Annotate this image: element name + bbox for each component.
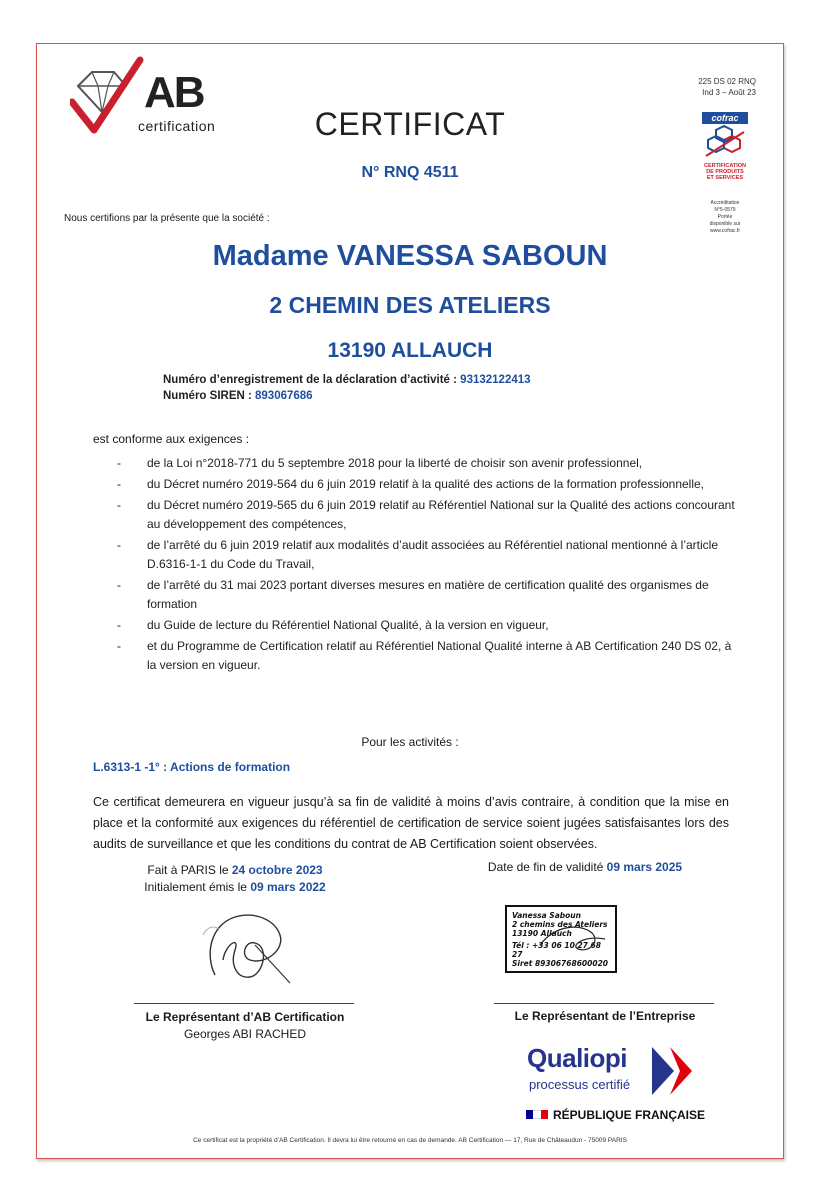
stamp-city: 13190 Allauch — [512, 929, 572, 938]
declaration-value: 93132122413 — [460, 374, 531, 386]
issued-block — [120, 862, 350, 896]
list-item — [117, 576, 737, 614]
cofrac-line-3: ET SERVICES — [706, 175, 744, 181]
cofrac-note-line: N°5-0579 — [714, 207, 736, 213]
dash: - — [117, 498, 121, 512]
requirements-list — [117, 454, 737, 677]
declaration-number — [163, 372, 531, 388]
document-reference — [698, 76, 756, 98]
cofrac-note-line: www.cofrac.fr — [709, 228, 740, 234]
logo-letters: AB — [144, 68, 204, 117]
reference-code: 225 DS 02 RNQ — [698, 77, 756, 86]
certificate-number: N° RNQ 4511 — [361, 164, 459, 181]
issued-date-line — [120, 862, 350, 879]
cofrac-note-line: Portée — [717, 214, 733, 220]
siren-number — [163, 388, 531, 404]
signature-line-right — [494, 1003, 714, 1004]
list-item — [117, 475, 737, 494]
dash: - — [117, 578, 121, 592]
dash: - — [117, 639, 121, 653]
requirement-text: du Guide de lecture du Référentiel National Qualité, à la version en vigueur, — [147, 618, 549, 632]
initial-date: 09 mars 2022 — [250, 880, 326, 894]
signature-line-left — [134, 1003, 354, 1004]
company-representative-title: Le Représentant de l’Entreprise — [514, 1009, 696, 1023]
cofrac-accreditation-note — [690, 200, 760, 235]
company-name: Madame VANESSA SABOUN — [212, 240, 608, 272]
initial-label: Initialement émis le — [144, 880, 251, 894]
requirement-text: du Décret numéro 2019-564 du 6 juin 2019 relatif à la qualité des actions de la formation professionnelle, — [147, 477, 705, 491]
reference-index: Ind 3 – Août 23 — [702, 88, 756, 97]
ab-representative-title: Le Représentant d’AB Certification — [145, 1010, 345, 1024]
ab-representative — [120, 1009, 370, 1043]
end-date-line — [460, 860, 710, 874]
dash: - — [117, 618, 121, 632]
validity-paragraph: Ce certificat demeurera en vigueur jusqu’à sa fin de validité à moins d’avis contraire, à condition que la mise en place et la conformité aux exigences du référentiel de certification de service soient jugées satisfaisantes lors des audits de surveillance et que les conditions du contrat de AB Certification soient observées. — [93, 795, 729, 851]
stamp-phone: Tél : +33 06 10 27 68 27 — [512, 941, 601, 959]
list-item — [117, 536, 737, 574]
cofrac-note-line: Accréditation — [710, 200, 740, 206]
initial-date-line — [120, 879, 350, 896]
issued-date: 24 octobre 2023 — [231, 863, 323, 877]
registration-block — [163, 372, 531, 404]
siren-label: Numéro SIREN : — [163, 390, 256, 402]
ab-representative-name: Georges ABI RACHED — [183, 1027, 307, 1041]
siren-value: 893067686 — [255, 390, 313, 402]
activities-label: Pour les activités : — [361, 735, 459, 749]
list-item — [117, 454, 737, 473]
end-date-label: Date de fin de validité — [487, 860, 607, 874]
list-item — [117, 496, 737, 534]
signature-icon — [195, 905, 305, 990]
stamp-siret: Siret 89306768600020 — [512, 959, 609, 968]
certificate-title: CERTIFICAT — [314, 106, 506, 142]
end-date: 09 mars 2025 — [606, 860, 683, 874]
list-item — [117, 616, 737, 635]
conform-intro: est conforme aux exigences : — [93, 432, 250, 446]
dash: - — [117, 477, 121, 491]
cofrac-brand: cofrac — [702, 112, 748, 124]
requirement-text: et du Programme de Certification relatif au Référentiel National Qualité interne à AB Certification 240 DS 02, à la version en vigueur. — [147, 639, 732, 672]
cofrac-note-line: disponible sur — [709, 221, 741, 227]
marianne-flag-icon — [526, 1110, 548, 1119]
requirement-text: du Décret numéro 2019-565 du 6 juin 2019 relatif au Référentiel National sur la Qualité des actions concourant au développement des compétences, — [147, 498, 735, 531]
qualiopi-arrows-icon — [650, 1045, 702, 1097]
cofrac-line-1: CERTIFICATION — [703, 163, 747, 169]
issued-label: Fait à PARIS le — [147, 863, 232, 877]
republique-francaise: RÉPUBLIQUE FRANÇAISE — [553, 1108, 706, 1122]
cofrac-line-2: DE PRODUITS — [706, 169, 744, 175]
qualiopi-logo-word: Qualiopi — [527, 1043, 627, 1073]
declaration-label: Numéro d’enregistrement de la déclaration d’activité : — [163, 374, 461, 386]
dash: - — [117, 538, 121, 552]
intro-text: Nous certifions par la présente que la société : — [64, 213, 270, 224]
requirement-text: de la Loi n°2018-771 du 5 septembre 2018 pour la liberté de choisir son avenir professionnel, — [147, 456, 643, 470]
activity-item: L.6313-1 -1° : Actions de formation — [93, 760, 291, 774]
footer-note: Ce certificat est la propriété d’AB Certification. Il devra lui être retourné en cas de demande. AB Certification — 17, Rue de Châteaudun - 75009 PARIS — [193, 1137, 627, 1144]
list-item — [117, 637, 737, 675]
stamp-name: Vanessa Saboun — [512, 911, 581, 920]
stamp-signature-icon — [530, 915, 620, 965]
dash: - — [117, 456, 121, 470]
stamp-address: 2 chemins des Ateliers — [512, 920, 608, 929]
qualiopi-subtitle: processus certifié — [529, 1077, 631, 1092]
company-street: 2 CHEMIN DES ATELIERS — [269, 292, 551, 318]
requirement-text: de l’arrêté du 6 juin 2019 relatif aux modalités d’audit associées au Référentiel national mentionné à l’article D.6316-1-1 du Code du Travail, — [147, 538, 719, 571]
company-city: 13190 ALLAUCH — [327, 339, 493, 362]
logo-word: certification — [138, 118, 216, 134]
requirement-text: de l’arrêté du 31 mai 2023 portant diverses mesures en matière de certification qualité des organismes de formation — [147, 578, 709, 611]
